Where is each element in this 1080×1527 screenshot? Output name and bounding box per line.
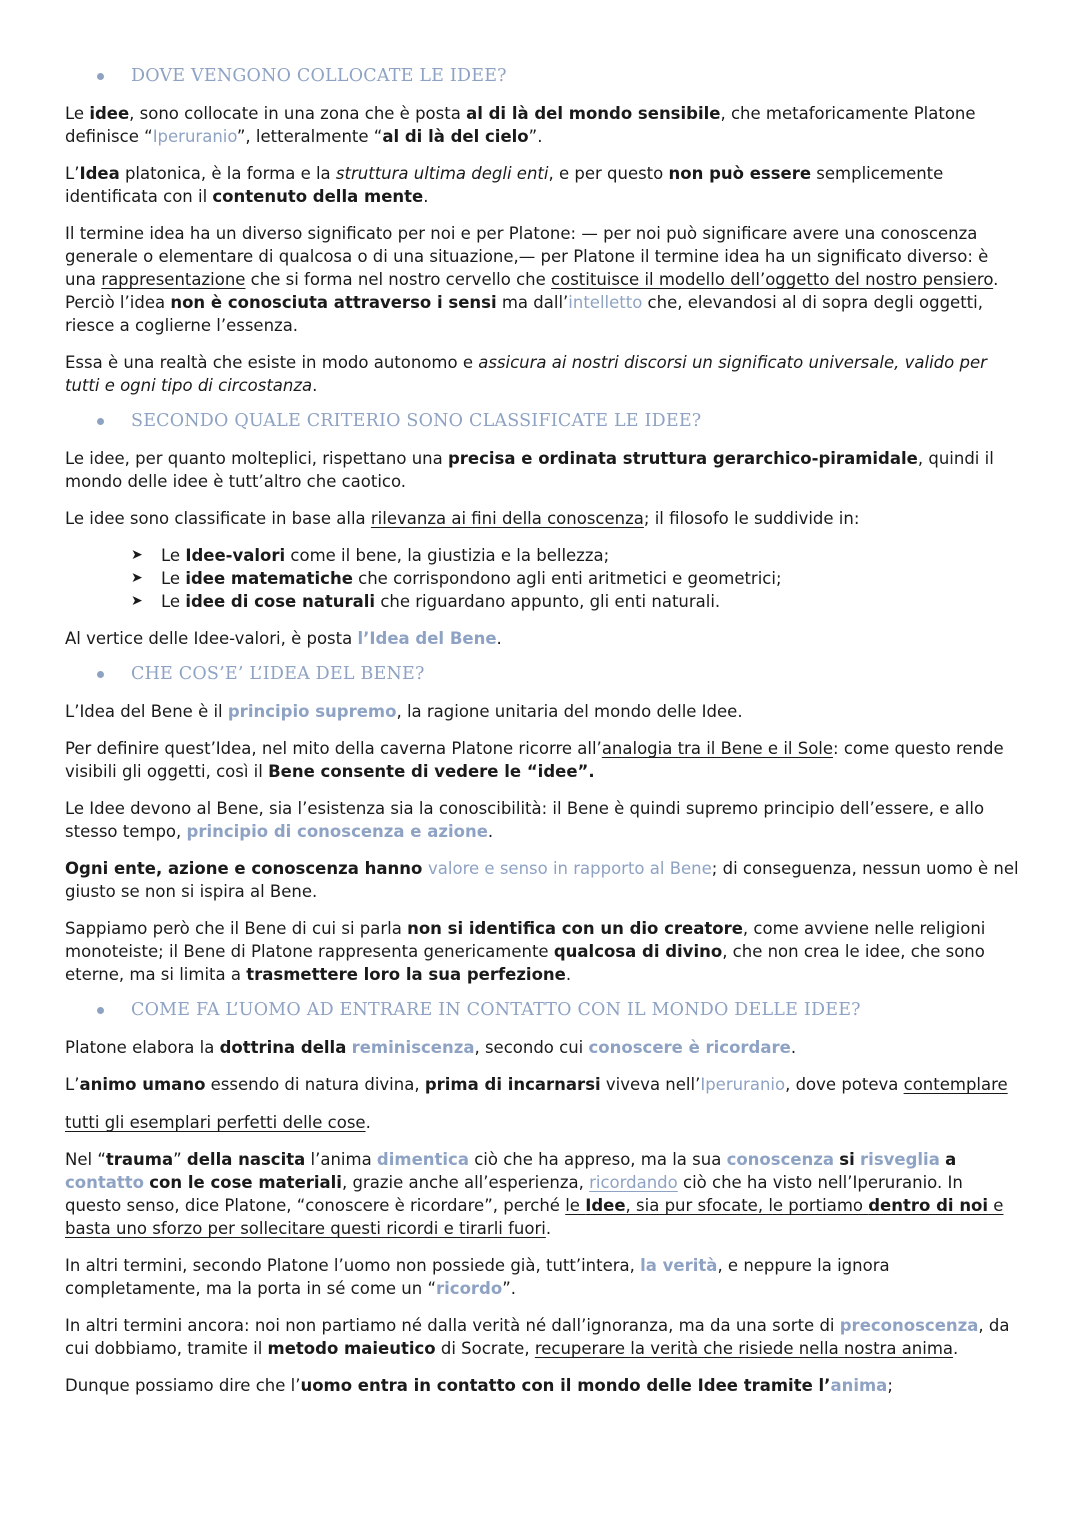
list-item: ➤ Le idee matematiche che corrispondono agli enti aritmetici e geometrici; bbox=[131, 569, 782, 588]
paragraph: L’Idea platonica, è la forma e la struttura ultima degli enti, e per questo non può essere semplicemente identificata con il contenuto della mente. bbox=[65, 164, 944, 206]
paragraph: Il termine idea ha un diverso significato per noi e per Platone: — per noi può significare avere una conoscenza generale o elementare di qualcosa o di una situazione,— per Platone il termine idea ha un significato diverso: è una rappresentazione che si forma nel nostro cervello che costituisce il modello dell’oggetto del nostro pensiero. Perciò l’idea non è conosciuta attraverso i sensi ma dall’intelletto che, elevandosi al di sopra degli oggetti, riesce a coglierne l’essenza. bbox=[65, 224, 999, 335]
idea-classification-list bbox=[65, 544, 1020, 613]
paragraph: Sappiamo però che il Bene di cui si parla non si identifica con un dio creatore, come avviene nelle religioni monoteiste; il Bene di Platone rappresenta genericamente qualcosa di divino, che non crea le idee, che sono eterne, ma si limita a trasmettere loro la sua perfezione. bbox=[65, 919, 986, 984]
paragraph: Le idee, per quanto molteplici, rispettano una precisa e ordinata struttura gerarchico-piramidale, quindi il mondo delle idee è tutt’altro che caotico. bbox=[65, 449, 994, 491]
paragraph: Le idee sono classificate in base alla rilevanza ai fini della conoscenza; il filosofo le suddivide in: bbox=[65, 509, 860, 528]
arrow-bullet-icon: ➤ bbox=[131, 570, 143, 586]
paragraph: L’animo umano essendo di natura divina, prima di incarnarsi viveva nell’Iperuranio, dove poteva contemplare bbox=[65, 1075, 1008, 1094]
bullet-icon bbox=[97, 73, 104, 80]
paragraph: L’Idea del Bene è il principio supremo, la ragione unitaria del mondo delle Idee. bbox=[65, 702, 743, 721]
paragraph: Le idee, sono collocate in una zona che è posta al di là del mondo sensibile, che metaforicamente Platone definisce “Iperuranio”, letteralmente “al di là del cielo”. bbox=[65, 104, 976, 146]
paragraph: In altri termini ancora: noi non partiamo né dalla verità né dall’ignoranza, ma da una sorte di preconoscenza, da cui dobbiamo, tramite il metodo maieutico di Socrate, recuperare la verità che risiede nella nostra anima. bbox=[65, 1316, 1010, 1358]
section-heading-idea-del-bene: CHE COS’E’ L’IDEA DEL BENE? bbox=[97, 664, 1020, 684]
paragraph: Nel “trauma” della nascita l’anima dimentica ciò che ha appreso, ma la sua conoscenza si risveglia a contatto con le cose materiali, grazie anche all’esperienza, ricordando ciò che ha visto nell’Iperuranio. In questo senso, dice Platone, “conoscere è ricordare”, perché le Idee, sia pur sfocate, le portiamo dentro di noi e basta uno sforzo per sollecitare questi ricordi e tirarli fuori. bbox=[65, 1150, 1004, 1238]
paragraph: Al vertice delle Idee-valori, è posta l’Idea del Bene. bbox=[65, 629, 502, 648]
bullet-icon bbox=[97, 418, 104, 425]
paragraph: Dunque possiamo dire che l’uomo entra in contatto con il mondo delle Idee tramite l’anima; bbox=[65, 1376, 893, 1395]
list-item: ➤ Le idee di cose naturali che riguardano appunto, gli enti naturali. bbox=[131, 592, 721, 611]
bullet-icon bbox=[97, 671, 104, 678]
section-heading-criterio: SECONDO QUALE CRITERIO SONO CLASSIFICATE LE IDEE? bbox=[97, 411, 1020, 431]
paragraph: Essa è una realtà che esiste in modo autonomo e assicura ai nostri discorsi un significato universale, valido per tutti e ogni tipo di circostanza. bbox=[65, 353, 987, 395]
list-item: ➤ Le Idee-valori come il bene, la giustizia e la bellezza; bbox=[131, 546, 610, 565]
bullet-icon bbox=[97, 1007, 104, 1014]
paragraph: Le Idee devono al Bene, sia l’esistenza sia la conoscibilità: il Bene è quindi supremo principio dell’essere, e allo stesso tempo, principio di conoscenza e azione. bbox=[65, 799, 985, 841]
section-heading-contatto: COME FA L’UOMO AD ENTRARE IN CONTATTO CON IL MONDO DELLE IDEE? bbox=[97, 1000, 1020, 1020]
arrow-bullet-icon: ➤ bbox=[131, 593, 143, 609]
paragraph: tutti gli esemplari perfetti delle cose. bbox=[65, 1113, 371, 1132]
section-heading-collocazione: DOVE VENGONO COLLOCATE LE IDEE? bbox=[97, 66, 1020, 86]
paragraph: Per definire quest’Idea, nel mito della caverna Platone ricorre all’analogia tra il Bene e il Sole: come questo rende visibili gli oggetti, così il Bene consente di vedere le “idee”. bbox=[65, 739, 1004, 781]
arrow-bullet-icon: ➤ bbox=[131, 547, 143, 563]
paragraph: Platone elabora la dottrina della reminiscenza, secondo cui conoscere è ricordare. bbox=[65, 1038, 797, 1057]
paragraph: In altri termini, secondo Platone l’uomo non possiede già, tutt’intera, la verità, e neppure la ignora completamente, ma la porta in sé come un “ricordo”. bbox=[65, 1256, 890, 1298]
paragraph: Ogni ente, azione e conoscenza hanno valore e senso in rapporto al Bene; di conseguenza, nessun uomo è nel giusto se non si ispira al Bene. bbox=[65, 859, 1019, 901]
